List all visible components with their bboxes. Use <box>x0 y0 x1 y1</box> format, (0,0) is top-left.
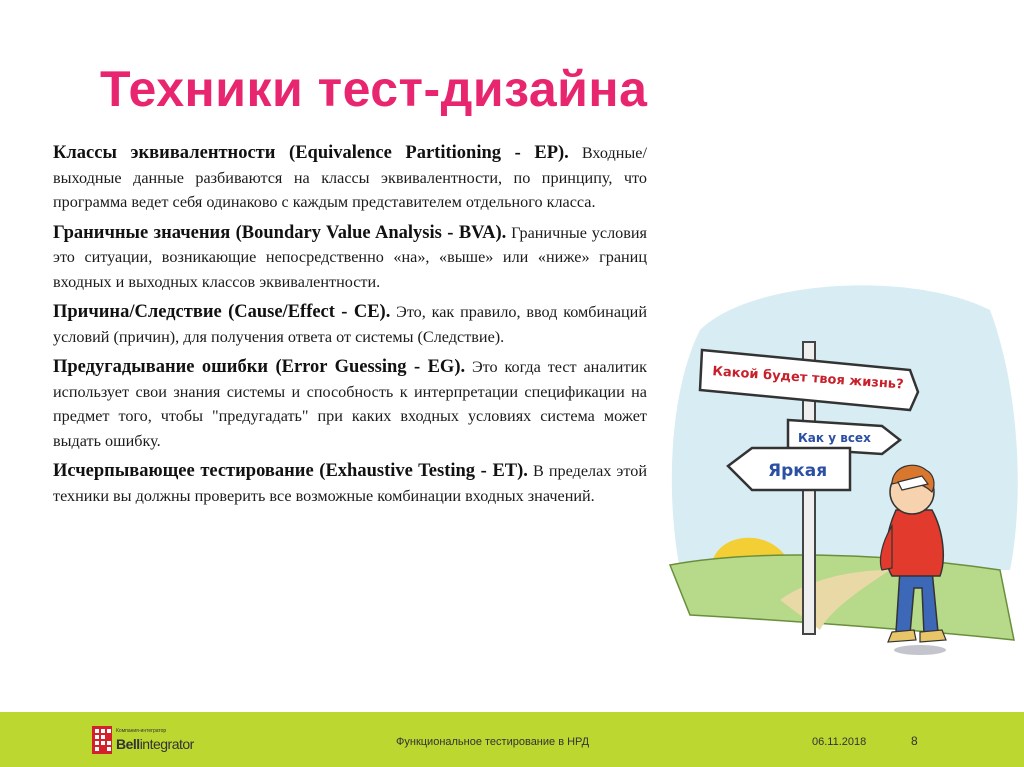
company-logo <box>92 722 212 758</box>
sign-bottom <box>728 448 850 490</box>
logo-mark-icon <box>92 726 112 754</box>
sign-middle-label: Как у всех <box>798 431 871 445</box>
logo-name-rest: integrator <box>139 736 194 752</box>
item-text: Входные/выходные данные разбиваются на классы эквивалентности, по принципу, что программа ведет себя одинаково с каждым представителем отдельного класса. <box>53 144 647 211</box>
item-heading: Исчерпывающее тестирование (Exhaustive Testing - ET). <box>53 461 528 481</box>
signpost-illustration <box>660 270 1024 690</box>
list-item <box>53 355 647 453</box>
item-heading: Причина/Следствие (Cause/Effect - CE). <box>53 302 391 322</box>
list-item <box>53 459 647 508</box>
list-item <box>53 221 647 295</box>
item-heading: Предугадывание ошибки (Error Guessing - EG). <box>53 357 466 377</box>
list-item <box>53 300 647 349</box>
list-item <box>53 141 647 215</box>
logo-tagline: Компания-интегратор <box>116 728 167 734</box>
page-number: 8 <box>911 734 918 748</box>
footer-date: 06.11.2018 <box>812 736 867 748</box>
footer-course-title: Функциональное тестирование в НРД <box>396 736 590 748</box>
item-heading: Граничные значения (Boundary Value Analysis - BVA). <box>53 222 507 243</box>
item-text: Граничные условия это ситуации, возникающие непосредственно «на», «выше» или «ниже» границ входных и выходных классов эквивалентности. <box>53 223 647 291</box>
item-text: В пределах этой техники вы должны проверить все возможные комбинации входных значений. <box>53 462 647 505</box>
sign-top-label: Какой будет твоя жизнь? <box>711 364 905 393</box>
footer-bar <box>0 712 1024 767</box>
logo-name <box>116 736 194 752</box>
sign-bottom-label: Яркая <box>768 461 828 481</box>
logo-name-bold: Bell <box>116 736 140 752</box>
content-list <box>53 141 647 514</box>
item-text: Это когда тест аналитик использует свои знания системы и способность к интерпретации спецификации на предмет того, чтобы "предугадать" при каких входных условиях система может выдать ошибку. <box>53 358 648 450</box>
item-heading: Классы эквивалентности (Equivalence Partitioning - EP). <box>53 143 569 163</box>
slide-title: Техники тест-дизайна <box>100 61 648 117</box>
item-text: Это, как правило, ввод комбинаций условий (причин), для получения ответа от системы (Следствие). <box>53 303 647 346</box>
